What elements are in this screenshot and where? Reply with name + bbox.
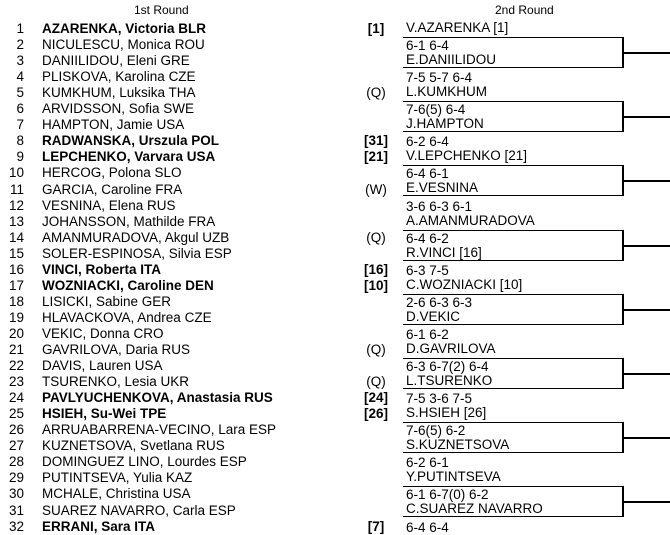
winner-name: S.HSIEH [26] [406,405,487,420]
player-name: GARCIA, Caroline FRA [42,182,183,197]
player-name: TSURENKO, Lesia UKR [42,374,190,389]
match-score: 6-4 6-4 [406,520,449,535]
winner-name: L.KUMKHUM [406,84,488,99]
winner-name: C.SUAREZ NAVARRO [406,501,543,516]
winner-name: E.DANIILIDOU [406,52,497,67]
draw-position: 13 [8,214,24,229]
player-name: PAVLYUCHENKOVA, Anastasia RUS [42,390,273,405]
draw-position: 4 [16,69,24,84]
match-score: 6-4 6-1 [406,166,449,181]
seed-tag: (Q) [366,374,386,389]
winner-name: R.VINCI [16] [406,245,482,260]
draw-position: 2 [16,37,24,52]
winner-name: D.VEKIC [406,309,461,324]
bracket-connector [624,116,670,118]
match-score: 7-5 3-6 7-5 [406,391,473,406]
match-score: 3-6 6-3 6-1 [406,199,473,214]
draw-position: 20 [8,326,24,341]
seed-tag: (W) [365,182,387,197]
seed-tag: (Q) [366,230,386,245]
player-name: PUTINTSEVA, Yulia KAZ [42,470,193,485]
seed-tag: [21] [363,149,388,164]
seed-tag: [7] [367,519,385,534]
player-name: AMANMURADOVA, Akgul UZB [42,230,230,245]
player-name: DANIILIDOU, Eleni GRE [42,53,190,68]
match-score: 6-2 6-4 [406,134,449,149]
bracket-connector [624,180,670,182]
player-name: NICULESCU, Monica ROU [42,37,205,52]
player-name: VESNINA, Elena RUS [42,198,176,213]
draw-position: 12 [8,198,24,213]
draw-position: 25 [8,406,24,421]
player-name: LEPCHENKO, Varvara USA [42,149,216,164]
draw-position: 9 [16,149,24,164]
draw-position: 19 [8,310,24,325]
draw-position: 10 [8,165,24,180]
seed-tag: [1] [367,21,385,36]
match-score: 6-1 6-7(0) 6-2 [406,487,489,502]
player-name: GAVRILOVA, Daria RUS [42,342,191,357]
round-2-header: 2nd Round [495,3,554,17]
draw-position: 15 [8,246,24,261]
match-score: 6-4 6-2 [406,231,449,246]
winner-name: A.AMANMURADOVA [406,213,535,228]
player-name: DAVIS, Lauren USA [42,358,163,373]
seed-tag: [26] [363,406,388,421]
player-name: MCHALE, Christina USA [42,486,191,501]
player-name: HLAVACKOVA, Andrea CZE [42,310,212,325]
match-score: 6-3 6-7(2) 6-4 [406,359,489,374]
player-name: DOMINGUEZ LINO, Lourdes ESP [42,454,247,469]
draw-position: 11 [9,182,24,197]
draw-position: 18 [8,294,24,309]
draw-position: 24 [8,390,24,405]
seed-tag: [16] [363,262,388,277]
player-name: SUAREZ NAVARRO, Carla ESP [42,503,236,518]
seed-tag: [31] [363,133,388,148]
draw-position: 30 [8,486,24,501]
seed-tag: [24] [363,390,388,405]
match-score: 7-6(5) 6-2 [406,423,466,438]
draw-position: 32 [8,519,24,534]
winner-name: J.HAMPTON [406,116,484,131]
draw-position: 16 [8,262,24,277]
match-score: 6-3 7-5 [406,263,449,278]
seed-tag: (Q) [366,85,386,100]
draw-position: 22 [8,358,24,373]
winner-name: V.LEPCHENKO [21] [406,148,528,163]
player-name: AZARENKA, Victoria BLR [42,21,207,36]
draw-position: 3 [16,53,24,68]
draw-position: 8 [16,133,24,148]
player-name: KUZNETSOVA, Svetlana RUS [42,438,225,453]
draw-position: 27 [8,438,24,453]
bracket-connector [624,52,670,54]
player-name: HERCOG, Polona SLO [42,165,182,180]
match-score: 6-1 6-4 [406,38,449,53]
player-name: HAMPTON, Jamie USA [42,117,185,132]
winner-name: E.VESNINA [406,180,479,195]
player-name: RADWANSKA, Urszula POL [42,133,220,148]
player-name: HSIEH, Su-Wei TPE [42,406,167,421]
player-name: SOLER-ESPINOSA, Silvia ESP [42,246,232,261]
draw-position: 6 [16,101,24,116]
player-name: PLISKOVA, Karolina CZE [42,69,196,84]
winner-name: Y.PUTINTSEVA [406,469,501,484]
player-name: ARRUABARRENA-VECINO, Lara ESP [42,422,277,437]
winner-name: S.KUZNETSOVA [406,437,510,452]
seed-tag: [10] [363,278,388,293]
bracket-connector [624,373,670,375]
player-name: ARVIDSSON, Sofia SWE [42,101,195,116]
bracket-connector [624,437,670,439]
round-1-header: 1st Round [134,3,189,17]
winner-name: V.AZARENKA [1] [406,20,509,35]
draw-position: 14 [8,230,24,245]
player-name: VINCI, Roberta ITA [42,262,162,277]
draw-position: 29 [8,470,24,485]
player-name: ERRANI, Sara ITA [42,519,156,534]
player-name: VEKIC, Donna CRO [42,326,164,341]
winner-name: C.WOZNIACKI [10] [406,277,523,292]
bracket-connector [624,245,670,247]
bracket-connector [624,309,670,311]
player-name: WOZNIACKI, Caroline DEN [42,278,214,293]
match-score: 7-6(5) 6-4 [406,102,466,117]
draw-position: 17 [8,278,24,293]
draw-position: 28 [8,454,24,469]
draw-position: 1 [16,21,24,36]
draw-position: 26 [8,422,24,437]
draw-position: 31 [8,503,24,518]
seed-tag: (Q) [366,342,386,357]
player-name: JOHANSSON, Mathilde FRA [42,214,216,229]
match-score: 6-1 6-2 [406,327,449,342]
match-score: 6-2 6-1 [406,455,449,470]
draw-position: 21 [8,342,24,357]
winner-name: D.GAVRILOVA [406,341,496,356]
match-score: 2-6 6-3 6-3 [406,295,473,310]
draw-position: 23 [8,374,24,389]
player-name: KUMKHUM, Luksika THA [42,85,196,100]
winner-name: L.TSURENKO [406,373,493,388]
bracket-connector [624,501,670,503]
match-score: 7-5 5-7 6-4 [406,70,473,85]
draw-position: 5 [16,85,24,100]
draw-position: 7 [16,117,24,132]
player-name: LISICKI, Sabine GER [42,294,172,309]
